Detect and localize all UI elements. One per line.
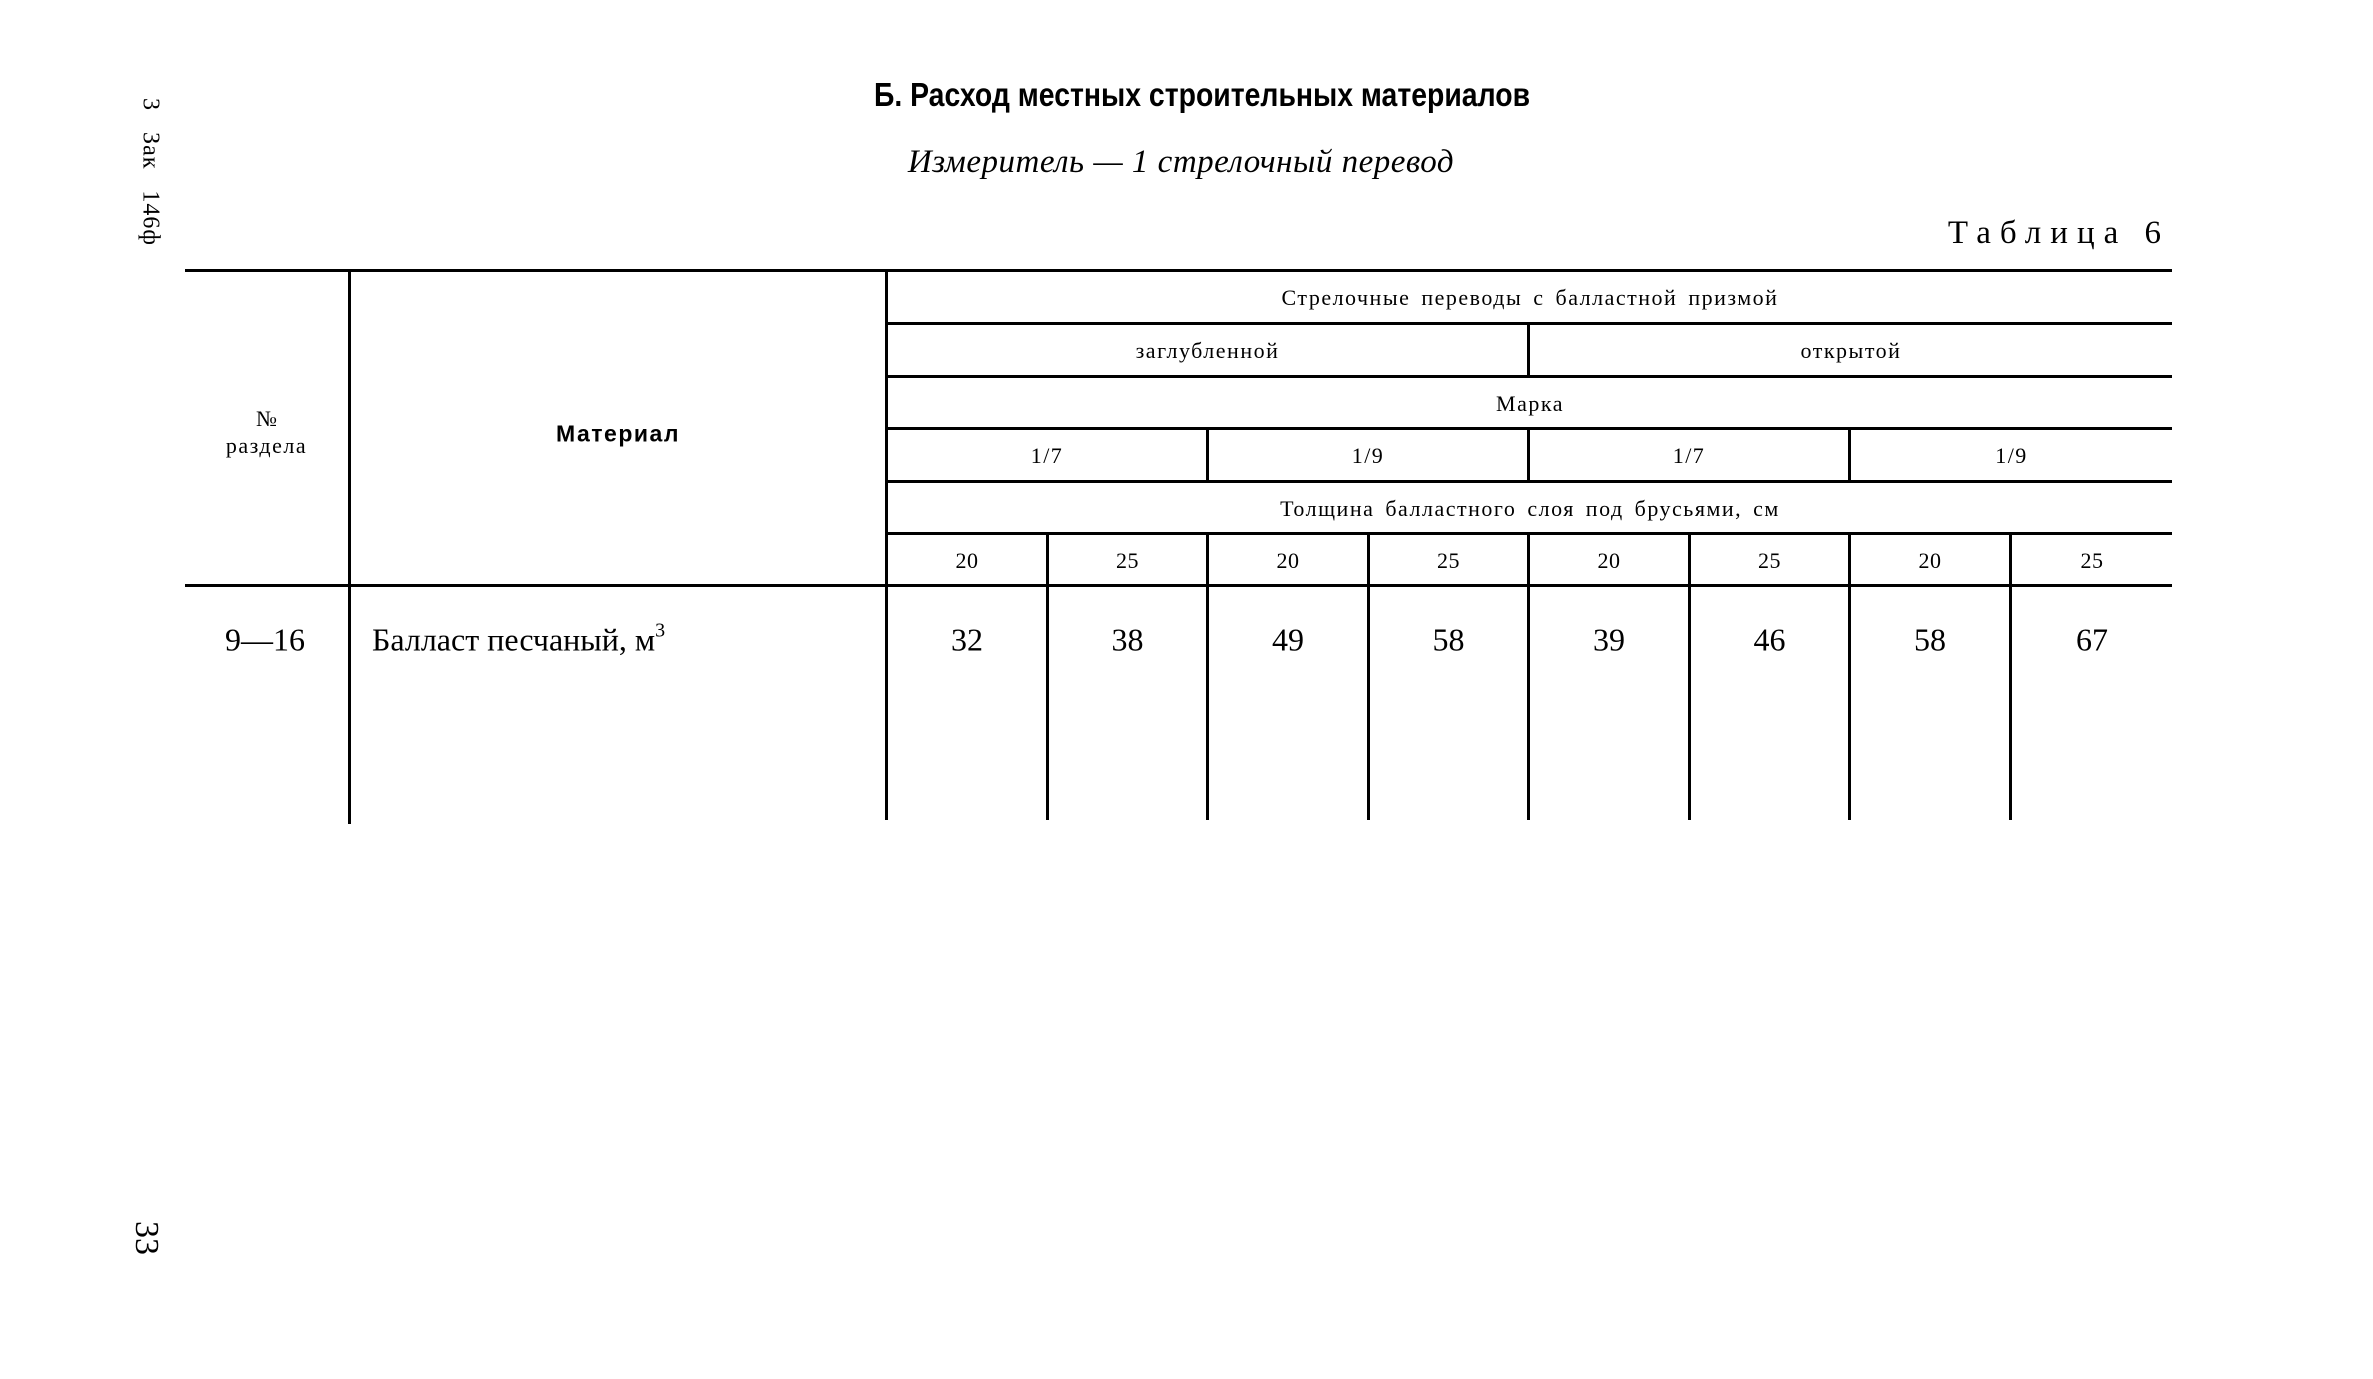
header-prism-open: открытой bbox=[1800, 338, 1902, 363]
section-title: Б. Расход местных строительных материалов bbox=[873, 76, 1531, 113]
row-value-2: 38 bbox=[1111, 621, 1144, 658]
header-section-no-label: раздела bbox=[225, 433, 308, 458]
header-thickness-1: 20 bbox=[955, 548, 979, 573]
divider-col-1 bbox=[1046, 533, 1049, 820]
row-value-1: 32 bbox=[951, 621, 983, 658]
table-number-label: Таблица 6 bbox=[1947, 215, 2170, 251]
divider-col-2 bbox=[1206, 533, 1209, 820]
header-thickness-label: Толщина балластного слоя под брусьями, см bbox=[1280, 496, 1780, 521]
header-grade-1: 1/7 bbox=[1030, 443, 1064, 468]
header-thickness-3: 20 bbox=[1276, 548, 1300, 573]
header-prism-buried: заглубленной bbox=[1135, 338, 1280, 363]
row-material bbox=[372, 619, 666, 659]
header-grade-2: 1/9 bbox=[1351, 443, 1385, 468]
header-thickness-8: 25 bbox=[2080, 548, 2104, 573]
header-section-no-symbol: № bbox=[256, 406, 277, 431]
row-material-text: Балласт песчаный, м bbox=[372, 621, 656, 658]
header-bottom-rule bbox=[185, 584, 2172, 587]
header-grade-label: Марка bbox=[1496, 391, 1564, 416]
header-material: Материал bbox=[556, 420, 680, 447]
row-value-7: 58 bbox=[1914, 621, 1946, 658]
divider-col-5 bbox=[1688, 533, 1691, 820]
divider-section-material bbox=[348, 270, 351, 824]
divider-col-4 bbox=[1527, 533, 1530, 820]
header-thickness-5: 20 bbox=[1597, 548, 1621, 573]
row-section: 9—16 bbox=[225, 621, 305, 658]
divider-col-6 bbox=[1848, 533, 1851, 820]
table-top-rule bbox=[185, 269, 2172, 272]
header-thickness-2: 25 bbox=[1116, 548, 1139, 573]
header-thickness-6: 25 bbox=[1758, 548, 1781, 573]
page-number: 33 bbox=[128, 1221, 165, 1255]
row-value-5: 39 bbox=[1593, 621, 1625, 658]
divider-col-3 bbox=[1367, 533, 1370, 820]
row-value-8: 67 bbox=[2076, 621, 2108, 658]
header-group-title: Стрелочные переводы с балластной призмой bbox=[1281, 285, 1779, 310]
row-material-unit-exponent: 3 bbox=[655, 619, 666, 642]
header-thickness-4: 25 bbox=[1437, 548, 1460, 573]
header-grade-3: 1/7 bbox=[1672, 443, 1706, 468]
header-thickness-7: 20 bbox=[1918, 548, 1942, 573]
order-note: 3 Зак 146ф bbox=[137, 98, 164, 246]
row-value-3: 49 bbox=[1272, 621, 1304, 658]
divider-col-7 bbox=[2009, 533, 2012, 820]
measure-unit-subtitle: Измеритель — 1 стрелочный перевод bbox=[907, 144, 1455, 180]
header-grade-4: 1/9 bbox=[1995, 443, 2028, 468]
row-value-6: 46 bbox=[1753, 621, 1786, 658]
row-value-4: 58 bbox=[1432, 621, 1465, 658]
